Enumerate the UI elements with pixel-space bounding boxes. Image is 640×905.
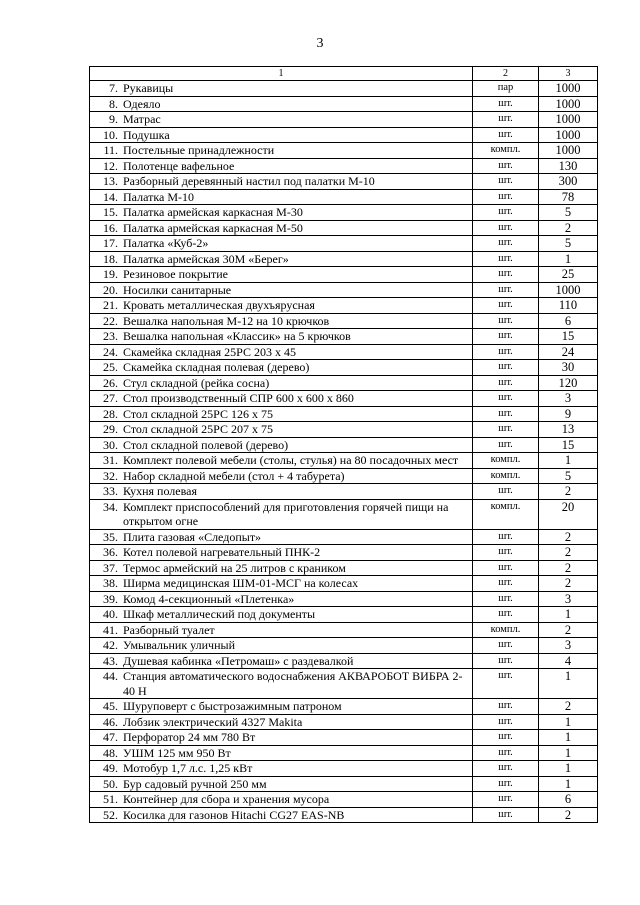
- item-quantity: 5: [539, 468, 598, 484]
- item-number: 14.: [103, 189, 118, 204]
- item-unit: шт.: [473, 174, 539, 190]
- item-number: 27.: [103, 391, 118, 405]
- item-unit: шт.: [473, 127, 539, 143]
- item-number: 13.: [103, 174, 118, 188]
- item-number: 52.: [103, 807, 118, 822]
- item-name: Стол складной 25РС 126 х 75: [123, 406, 274, 421]
- item-quantity: 300: [539, 174, 598, 190]
- item-unit: пар: [473, 81, 539, 97]
- item-name: Комплект полевой мебели (столы, стулья) на 80 посадочных мест: [123, 453, 459, 467]
- item-name-cell: [90, 422, 473, 438]
- item-quantity: 25: [539, 267, 598, 283]
- item-unit: шт.: [473, 669, 539, 699]
- item-number: 46.: [103, 714, 118, 729]
- item-name-cell: [90, 406, 473, 422]
- item-unit: шт.: [473, 267, 539, 283]
- header-col-3: 3: [539, 67, 598, 81]
- item-name-cell: [90, 529, 473, 545]
- item-number: 31.: [103, 453, 118, 467]
- item-name-cell: [90, 189, 473, 205]
- item-name: Мотобур 1,7 л.с. 1,25 кВт: [123, 761, 253, 775]
- item-unit: шт.: [473, 360, 539, 376]
- item-name: Котел полевой нагревательный ПНК-2: [123, 545, 321, 559]
- item-unit: компл.: [473, 499, 539, 529]
- table-row: [90, 127, 598, 143]
- item-unit: шт.: [473, 189, 539, 205]
- item-name: Бур садовый ручной 250 мм: [123, 776, 267, 791]
- table-row: [90, 282, 598, 298]
- item-number: 38.: [103, 576, 118, 590]
- item-unit: шт.: [473, 344, 539, 360]
- item-name: Вешалка напольная «Классик» на 5 крючков: [123, 329, 351, 343]
- item-number: 20.: [103, 282, 118, 297]
- item-name: Термос армейский на 25 литров с краником: [123, 560, 346, 575]
- item-number: 26.: [103, 375, 118, 390]
- item-name-cell: [90, 344, 473, 360]
- item-name-cell: [90, 669, 473, 699]
- item-name: Скамейка складная полевая (дерево): [123, 360, 310, 374]
- table-row: [90, 745, 598, 761]
- item-unit: шт.: [473, 545, 539, 561]
- item-number: 33.: [103, 484, 118, 498]
- item-number: 24.: [103, 344, 118, 359]
- items-table: [89, 66, 598, 823]
- table-row: [90, 375, 598, 391]
- item-name: Стол складной 25РС 207 х 75: [123, 422, 274, 436]
- item-quantity: 20: [539, 499, 598, 529]
- item-name-cell: [90, 792, 473, 808]
- item-quantity: 6: [539, 313, 598, 329]
- item-name: Носилки санитарные: [123, 282, 232, 297]
- item-unit: шт.: [473, 422, 539, 438]
- item-quantity: 110: [539, 298, 598, 314]
- item-quantity: 2: [539, 807, 598, 823]
- item-quantity: 5: [539, 236, 598, 252]
- item-quantity: 4: [539, 653, 598, 669]
- item-name-cell: [90, 174, 473, 190]
- item-number: 17.: [103, 236, 118, 250]
- item-name: Ширма медицинская ШМ-01-МСГ на колесах: [123, 576, 359, 590]
- item-name-cell: [90, 545, 473, 561]
- item-number: 45.: [103, 699, 118, 713]
- item-number: 36.: [103, 545, 118, 559]
- item-name: Палатка армейская каркасная М-30: [123, 205, 303, 219]
- item-name: Плита газовая «Следопыт»: [123, 529, 262, 544]
- table-row: [90, 468, 598, 484]
- item-name-cell: [90, 143, 473, 159]
- item-quantity: 15: [539, 437, 598, 453]
- item-quantity: 1: [539, 730, 598, 746]
- item-number: 12.: [103, 158, 118, 173]
- item-quantity: 24: [539, 344, 598, 360]
- item-quantity: 15: [539, 329, 598, 345]
- item-quantity: 6: [539, 792, 598, 808]
- item-unit: шт.: [473, 282, 539, 298]
- table-row: [90, 251, 598, 267]
- item-quantity: 2: [539, 484, 598, 500]
- item-unit: шт.: [473, 591, 539, 607]
- item-name-cell: [90, 807, 473, 823]
- item-quantity: 3: [539, 591, 598, 607]
- table-row: [90, 236, 598, 252]
- item-quantity: 9: [539, 406, 598, 422]
- item-unit: шт.: [473, 792, 539, 808]
- item-name: Лобзик электрический 4327 Makita: [123, 714, 303, 729]
- item-quantity: 1000: [539, 143, 598, 159]
- table-row: [90, 158, 598, 174]
- item-quantity: 1000: [539, 96, 598, 112]
- item-name: Кровать металлическая двухъярусная: [123, 298, 315, 312]
- item-name-cell: [90, 591, 473, 607]
- item-name-cell: [90, 375, 473, 391]
- item-name-cell: [90, 220, 473, 236]
- table-row: [90, 406, 598, 422]
- item-unit: шт.: [473, 807, 539, 823]
- item-name: Шуруповерт с быстрозажимным патроном: [123, 699, 342, 713]
- item-number: 44.: [103, 669, 118, 683]
- item-quantity: 1: [539, 453, 598, 469]
- item-unit: шт.: [473, 560, 539, 576]
- item-name: Полотенце вафельное: [123, 158, 235, 173]
- item-number: 51.: [103, 792, 118, 806]
- table-row: [90, 714, 598, 730]
- item-quantity: 1: [539, 669, 598, 699]
- item-number: 37.: [103, 560, 118, 575]
- item-quantity: 1000: [539, 81, 598, 97]
- item-unit: шт.: [473, 298, 539, 314]
- table-row: [90, 622, 598, 638]
- item-quantity: 2: [539, 545, 598, 561]
- table-row: [90, 529, 598, 545]
- item-quantity: 2: [539, 576, 598, 592]
- item-name-cell: [90, 267, 473, 283]
- item-unit: шт.: [473, 96, 539, 112]
- table-row: [90, 669, 598, 699]
- item-quantity: 2: [539, 220, 598, 236]
- item-name-cell: [90, 81, 473, 97]
- item-quantity: 78: [539, 189, 598, 205]
- item-number: 9.: [109, 112, 118, 126]
- item-name-cell: [90, 484, 473, 500]
- table-row: [90, 499, 598, 529]
- item-unit: шт.: [473, 776, 539, 792]
- item-number: 7.: [109, 81, 118, 95]
- header-col-1: 1: [90, 67, 473, 81]
- item-unit: шт.: [473, 653, 539, 669]
- item-name: Косилка для газонов Hitachi CG27 EAS-NB: [123, 807, 345, 822]
- item-name: Матрас: [123, 112, 161, 126]
- item-quantity: 13: [539, 422, 598, 438]
- item-unit: шт.: [473, 437, 539, 453]
- item-name: Одеяло: [123, 96, 161, 111]
- item-number: 42.: [103, 638, 118, 652]
- item-name-cell: [90, 776, 473, 792]
- item-name-cell: [90, 96, 473, 112]
- item-number: 30.: [103, 437, 118, 452]
- table-row: [90, 174, 598, 190]
- item-quantity: 130: [539, 158, 598, 174]
- item-quantity: 2: [539, 699, 598, 715]
- item-unit: шт.: [473, 158, 539, 174]
- item-unit: шт.: [473, 220, 539, 236]
- item-unit: шт.: [473, 699, 539, 715]
- table-row: [90, 792, 598, 808]
- item-name-cell: [90, 745, 473, 761]
- item-number: 10.: [103, 127, 118, 142]
- item-name: Кухня полевая: [123, 484, 197, 498]
- table-row: [90, 807, 598, 823]
- item-name-cell: [90, 638, 473, 654]
- item-unit: шт.: [473, 112, 539, 128]
- item-number: 32.: [103, 468, 118, 483]
- item-unit: шт.: [473, 205, 539, 221]
- table-row: [90, 591, 598, 607]
- table-row: [90, 730, 598, 746]
- item-quantity: 1: [539, 714, 598, 730]
- item-quantity: 5: [539, 205, 598, 221]
- table-row: [90, 453, 598, 469]
- table-row: [90, 699, 598, 715]
- table-row: [90, 360, 598, 376]
- item-name: Стул складной (рейка сосна): [123, 375, 270, 390]
- item-name-cell: [90, 453, 473, 469]
- item-name-cell: [90, 730, 473, 746]
- item-quantity: 2: [539, 622, 598, 638]
- item-number: 43.: [103, 653, 118, 668]
- item-name-cell: [90, 298, 473, 314]
- item-name: Стол производственный СПР 600 х 600 х 860: [123, 391, 354, 405]
- item-name: Контейнер для сбора и хранения мусора: [123, 792, 330, 806]
- item-name-cell: [90, 761, 473, 777]
- item-unit: шт.: [473, 638, 539, 654]
- item-unit: шт.: [473, 730, 539, 746]
- item-unit: шт.: [473, 313, 539, 329]
- table-row: [90, 344, 598, 360]
- item-name-cell: [90, 622, 473, 638]
- item-unit: шт.: [473, 329, 539, 345]
- item-name: Шкаф металлический под документы: [123, 607, 316, 621]
- header-col-2: 2: [473, 67, 539, 81]
- table-row: [90, 576, 598, 592]
- table-row: [90, 96, 598, 112]
- item-number: 11.: [103, 143, 118, 157]
- item-unit: компл.: [473, 468, 539, 484]
- item-name: Станция автоматического водоснабжения АКВАРОБОТ ВИБРА 2-40 Н: [123, 669, 463, 698]
- item-quantity: 1: [539, 745, 598, 761]
- item-number: 48.: [103, 745, 118, 760]
- item-name-cell: [90, 560, 473, 576]
- item-name: Подушка: [123, 127, 170, 142]
- item-unit: шт.: [473, 484, 539, 500]
- table-row: [90, 776, 598, 792]
- item-quantity: 1000: [539, 282, 598, 298]
- item-number: 28.: [103, 406, 118, 421]
- item-quantity: 1: [539, 607, 598, 623]
- item-number: 34.: [103, 499, 118, 514]
- item-number: 15.: [103, 205, 118, 219]
- table-row: [90, 422, 598, 438]
- item-number: 16.: [103, 220, 118, 235]
- item-number: 21.: [103, 298, 118, 312]
- item-unit: шт.: [473, 761, 539, 777]
- item-unit: шт.: [473, 714, 539, 730]
- page-number: 3: [316, 36, 324, 51]
- item-number: 8.: [109, 96, 118, 111]
- item-number: 23.: [103, 329, 118, 343]
- item-name: Комплект приспособлений для приготовления горячей пищи на открытом огне: [123, 499, 449, 528]
- item-quantity: 1: [539, 251, 598, 267]
- item-unit: шт.: [473, 529, 539, 545]
- item-name-cell: [90, 714, 473, 730]
- table-row: [90, 189, 598, 205]
- item-quantity: 1000: [539, 127, 598, 143]
- item-name: Палатка армейская 30М «Берег»: [123, 251, 289, 266]
- table-row: [90, 112, 598, 128]
- item-number: 18.: [103, 251, 118, 266]
- table-row: [90, 143, 598, 159]
- item-name-cell: [90, 499, 473, 529]
- item-quantity: 2: [539, 529, 598, 545]
- item-unit: шт.: [473, 576, 539, 592]
- item-unit: шт.: [473, 251, 539, 267]
- item-number: 29.: [103, 422, 118, 436]
- table-row: [90, 313, 598, 329]
- item-quantity: 1: [539, 776, 598, 792]
- table-row: [90, 329, 598, 345]
- table-row: [90, 761, 598, 777]
- item-name: Постельные принадлежности: [123, 143, 275, 157]
- item-name-cell: [90, 329, 473, 345]
- item-number: 41.: [103, 622, 118, 637]
- item-name-cell: [90, 251, 473, 267]
- table-row: [90, 484, 598, 500]
- table-row: [90, 220, 598, 236]
- item-name: Душевая кабинка «Петромаш» с раздевалкой: [123, 653, 354, 668]
- table-body: [90, 81, 598, 823]
- item-number: 19.: [103, 267, 118, 281]
- item-name: Комод 4-секционный «Плетенка»: [123, 591, 295, 606]
- item-name-cell: [90, 205, 473, 221]
- table-row: [90, 607, 598, 623]
- item-unit: компл.: [473, 453, 539, 469]
- item-name: Палатка «Куб-2»: [123, 236, 209, 250]
- table-row: [90, 437, 598, 453]
- item-name-cell: [90, 653, 473, 669]
- item-name-cell: [90, 576, 473, 592]
- item-unit: шт.: [473, 406, 539, 422]
- table-row: [90, 560, 598, 576]
- item-quantity: 2: [539, 560, 598, 576]
- item-unit: шт.: [473, 236, 539, 252]
- item-unit: шт.: [473, 375, 539, 391]
- table-row: [90, 298, 598, 314]
- item-number: 40.: [103, 607, 118, 621]
- item-number: 25.: [103, 360, 118, 374]
- item-name: Стол складной полевой (дерево): [123, 437, 289, 452]
- item-quantity: 3: [539, 391, 598, 407]
- item-number: 22.: [103, 313, 118, 328]
- item-name: Рукавицы: [123, 81, 174, 95]
- item-name-cell: [90, 391, 473, 407]
- item-quantity: 1000: [539, 112, 598, 128]
- item-name-cell: [90, 607, 473, 623]
- item-unit: шт.: [473, 607, 539, 623]
- table-row: [90, 205, 598, 221]
- item-name: Разборный туалет: [123, 622, 215, 637]
- item-name: Палатка армейская каркасная М-50: [123, 220, 303, 235]
- item-name: Перфоратор 24 мм 780 Вт: [123, 730, 256, 744]
- item-name: Вешалка напольная М-12 на 10 крючков: [123, 313, 330, 328]
- item-quantity: 120: [539, 375, 598, 391]
- item-unit: компл.: [473, 143, 539, 159]
- item-name-cell: [90, 127, 473, 143]
- item-unit: шт.: [473, 745, 539, 761]
- item-quantity: 1: [539, 761, 598, 777]
- table-row: [90, 653, 598, 669]
- item-quantity: 30: [539, 360, 598, 376]
- item-name-cell: [90, 468, 473, 484]
- item-unit: шт.: [473, 391, 539, 407]
- item-name: Набор складной мебели (стол + 4 табурета): [123, 468, 345, 483]
- item-name-cell: [90, 282, 473, 298]
- item-unit: компл.: [473, 622, 539, 638]
- item-name: Скамейка складная 25РС 203 х 45: [123, 344, 296, 359]
- item-name-cell: [90, 360, 473, 376]
- item-quantity: 3: [539, 638, 598, 654]
- item-name-cell: [90, 313, 473, 329]
- item-name-cell: [90, 112, 473, 128]
- item-name-cell: [90, 158, 473, 174]
- item-name-cell: [90, 699, 473, 715]
- table-row: [90, 391, 598, 407]
- item-name: УШМ 125 мм 950 Вт: [123, 745, 231, 760]
- table-row: [90, 81, 598, 97]
- item-name-cell: [90, 236, 473, 252]
- item-name: Умывальник уличный: [123, 638, 235, 652]
- header-row: [90, 67, 598, 81]
- item-name-cell: [90, 437, 473, 453]
- table-row: [90, 545, 598, 561]
- item-number: 35.: [103, 529, 118, 544]
- table-row: [90, 267, 598, 283]
- item-name: Разборный деревянный настил под палатки М-10: [123, 174, 375, 188]
- item-number: 47.: [103, 730, 118, 744]
- item-number: 49.: [103, 761, 118, 775]
- table-row: [90, 638, 598, 654]
- item-number: 39.: [103, 591, 118, 606]
- item-name: Палатка М-10: [123, 189, 194, 204]
- item-number: 50.: [103, 776, 118, 791]
- item-name: Резиновое покрытие: [123, 267, 228, 281]
